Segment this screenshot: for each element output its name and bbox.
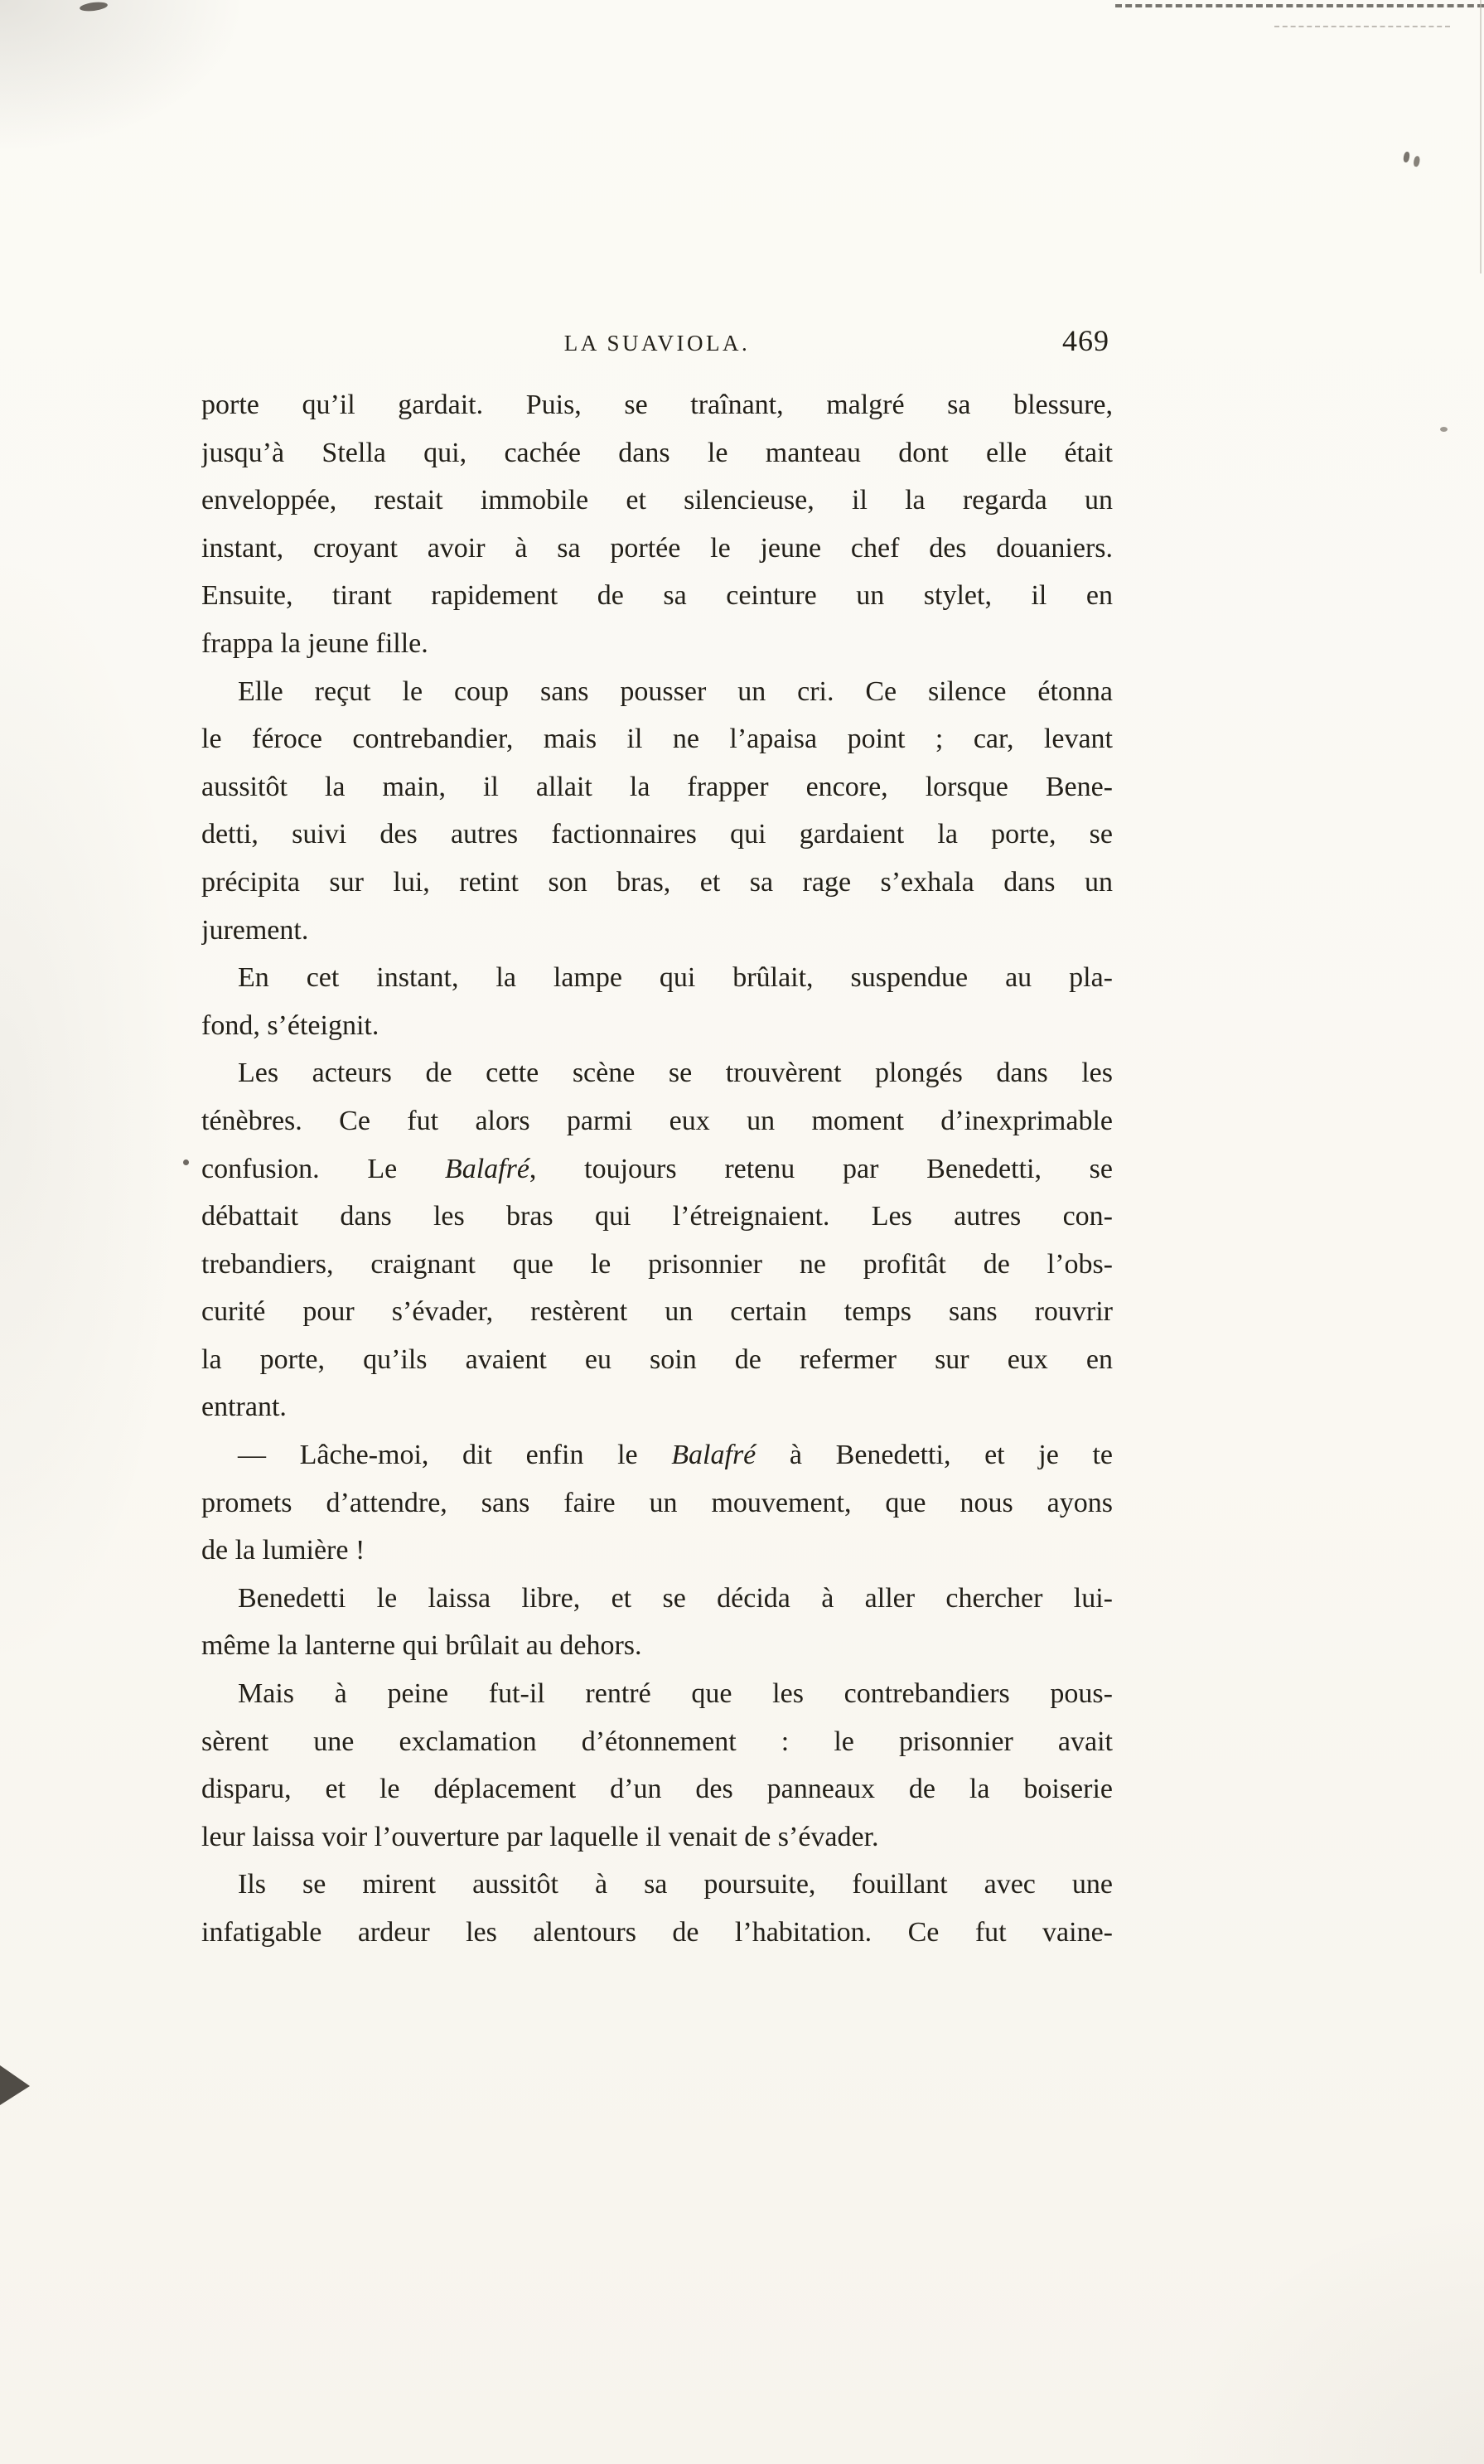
- text-line: En cet instant, la lampe qui brûlait, suspendue au pla-: [238, 962, 1113, 994]
- scan-artifact-ink-blot: [0, 2065, 30, 2105]
- text-line: disparu, et le déplacement d’un des panneaux de la boiserie: [201, 1774, 1113, 1805]
- text-line: précipita sur lui, retint son bras, et sa rage s’exhala dans un: [201, 866, 1113, 898]
- text-line: même la lanterne qui brûlait au dehors.: [201, 1630, 642, 1662]
- scan-artifact-speck: [1403, 151, 1410, 162]
- text-line: infatigable ardeur les alentours de l’habitation. Ce fut vaine-: [201, 1917, 1113, 1948]
- running-title: LA SUAVIOLA.: [563, 331, 751, 356]
- text-line: — Lâche-moi, dit enfin le Balafré à Benedetti, et je te: [238, 1440, 1113, 1471]
- text-line: Les acteurs de cette scène se trouvèrent plongés dans les: [238, 1058, 1113, 1089]
- text-line: Ensuite, tirant rapidement de sa ceinture un stylet, il en: [201, 580, 1113, 612]
- scan-artifact-edge-line: [1480, 0, 1482, 274]
- text-line: instant, croyant avoir à sa portée le jeune chef des douaniers.: [201, 532, 1113, 564]
- text-line: sèrent une exclamation d’étonnement : le prisonnier avait: [201, 1726, 1113, 1757]
- text-line: la porte, qu’ils avaient eu soin de refermer sur eux en: [201, 1343, 1113, 1375]
- text-line: entrant.: [201, 1392, 287, 1423]
- text-line: curité pour s’évader, restèrent un certain temps sans rouvrir: [201, 1296, 1113, 1328]
- paragraph: [201, 1575, 1113, 1670]
- paragraph: [201, 1861, 1113, 1956]
- paragraph: [201, 1431, 1113, 1575]
- text-line: fond, s’éteignit.: [201, 1009, 379, 1041]
- text-line: confusion. Le Balafré, toujours retenu par Benedetti, se: [201, 1153, 1113, 1184]
- text-line: frappa la jeune fille.: [201, 627, 428, 659]
- scan-artifact-speck: [183, 1159, 189, 1165]
- text-line: leur laissa voir l’ouverture par laquelle il venait de s’évader.: [201, 1821, 879, 1852]
- text-line: de la lumière !: [201, 1535, 365, 1566]
- text-line: trebandiers, craignant que le prisonnier ne profitât de l’obs-: [201, 1248, 1113, 1280]
- text-line: jurement.: [201, 914, 309, 946]
- body-text: [201, 381, 1113, 1957]
- text-line: Mais à peine fut-il rentré que les contrebandiers pous-: [238, 1678, 1113, 1710]
- page-number: 469: [1062, 324, 1109, 357]
- page-header: [201, 323, 1113, 363]
- text-line: detti, suivi des autres factionnaires qui gardaient la porte, se: [201, 819, 1113, 850]
- paragraph: [201, 954, 1113, 1049]
- paragraph: [201, 1670, 1113, 1861]
- text-line: Benedetti le laissa libre, et se décida à aller chercher lui-: [238, 1582, 1113, 1614]
- paragraph: [201, 381, 1113, 668]
- text-line: Ils se mirent aussitôt à sa poursuite, fouillant avec une: [238, 1869, 1113, 1900]
- scan-artifact-speck: [80, 1, 109, 12]
- text-line: le féroce contrebandier, mais il ne l’apaisa point ; car, levant: [201, 724, 1113, 755]
- text-line: Elle reçut le coup sans pousser un cri. Ce silence étonna: [238, 675, 1113, 707]
- text-line: jusqu’à Stella qui, cachée dans le manteau dont elle était: [201, 437, 1113, 468]
- paragraph: [201, 1049, 1113, 1431]
- scan-artifact-speck: [1440, 427, 1448, 432]
- text-line: débattait dans les bras qui l’étreignaient. Les autres con-: [201, 1201, 1113, 1232]
- text-line: aussitôt la main, il allait la frapper encore, lorsque Bene-: [201, 771, 1113, 802]
- scan-artifact-dashed-edge: [1115, 4, 1484, 7]
- text-line: enveloppée, restait immobile et silencieuse, il la regarda un: [201, 485, 1113, 516]
- text-line: porte qu’il gardait. Puis, se traînant, malgré sa blessure,: [201, 390, 1113, 420]
- text-line: promets d’attendre, sans faire un mouvement, que nous ayons: [201, 1487, 1113, 1518]
- paragraph: [201, 668, 1113, 955]
- scan-artifact-dashed-edge: [1274, 26, 1450, 27]
- text-line: ténèbres. Ce fut alors parmi eux un moment d’inexprimable: [201, 1105, 1113, 1136]
